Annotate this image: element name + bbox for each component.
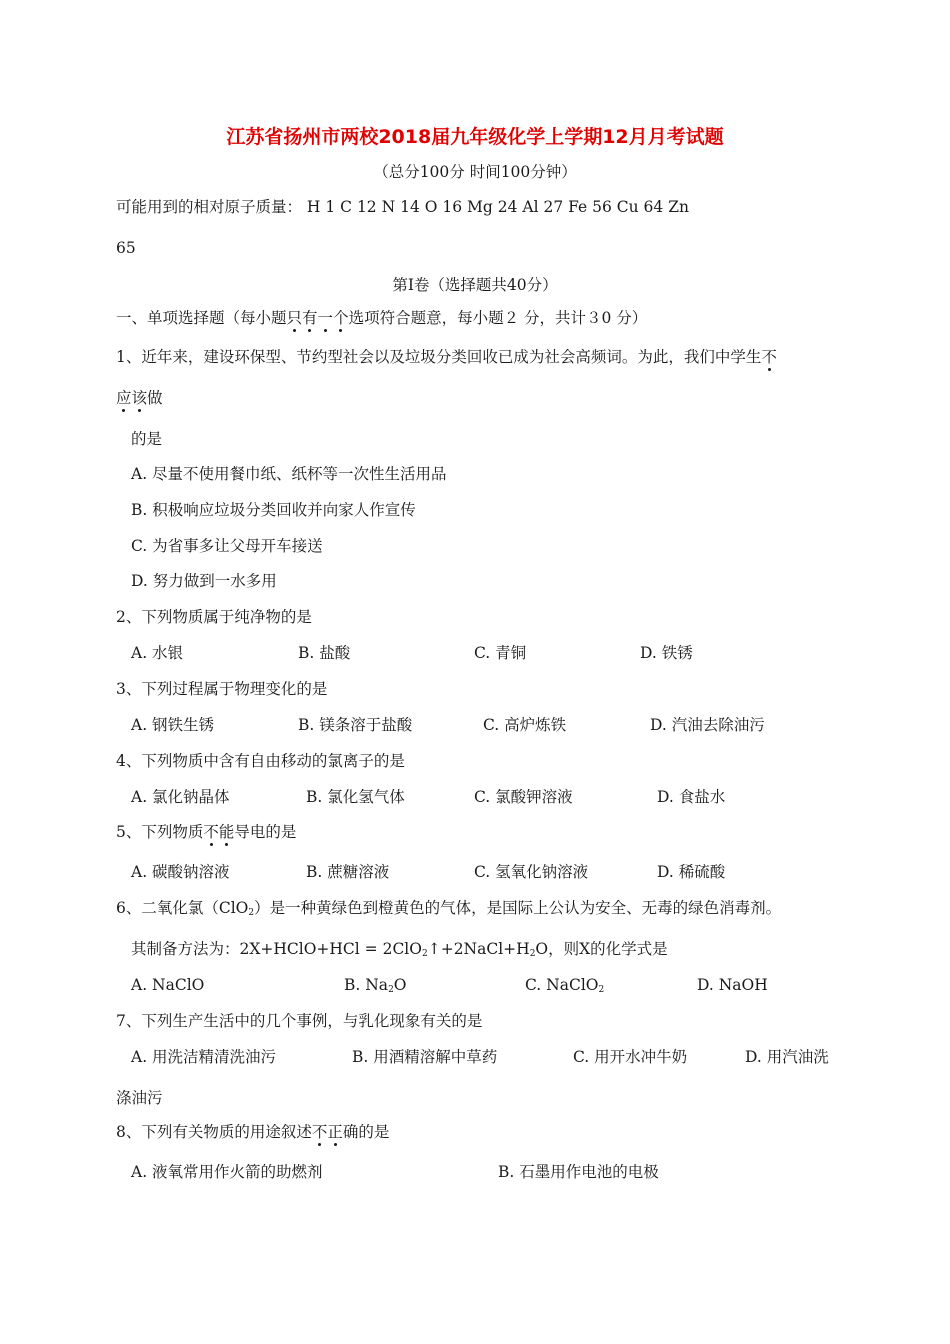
q6-text: 6、二氧化氯（ClO — [116, 899, 249, 917]
q3-options — [0, 714, 950, 736]
atomic-mass-line-2: 65 — [116, 239, 136, 257]
q6-stem-line-1 — [116, 897, 781, 919]
q7-option-d-continued: 涤油污 — [116, 1089, 163, 1107]
q5-stem-pre: 5、下列物质 — [116, 823, 204, 841]
subscript: 2 — [598, 985, 605, 995]
q3-option-b: B. 镁条溶于盐酸 — [298, 716, 413, 734]
q5-stem — [116, 821, 296, 843]
q6-stem-line-2 — [131, 938, 668, 960]
subscript: 2 — [421, 949, 428, 959]
q1-option-a: A. 尽量不使用餐巾纸、纸杯等一次性生活用品 — [131, 465, 447, 483]
q1-stem-line-1 — [116, 346, 777, 368]
part-one-instructions — [116, 307, 647, 329]
q3-option-d: D. 汽油去除油污 — [650, 716, 765, 734]
section-header: 第Ⅰ卷（选择题共40分） — [392, 276, 558, 294]
q6-option-a: A. NaClO — [131, 976, 205, 994]
subscript: 2 — [388, 985, 394, 995]
subscript: 2 — [529, 949, 536, 959]
q6-option-c — [525, 974, 604, 996]
part-one-post: 选项符合题意，每小题２ 分，共计３0 分） — [348, 309, 648, 327]
emphasis-char: 只 — [286, 309, 303, 327]
q1-stem-text: 做 — [147, 389, 163, 407]
q1-option-c: C. 为省事多让父母开车接送 — [131, 537, 323, 555]
q1-option-d: D. 努力做到一水多用 — [131, 572, 277, 590]
q6-option-b-text: B. Na — [344, 976, 389, 994]
q3-stem: 3、下列过程属于物理变化的是 — [116, 680, 328, 698]
q6-equation: ↑+2NaCl+H — [427, 940, 530, 958]
emphasis-char: 应 — [116, 389, 132, 407]
q5-option-a: A. 碳酸钠溶液 — [131, 863, 230, 881]
atomic-mass-line-1: 可能用到的相对原子质量： H 1 C 12 N 14 O 16 Mg 24 Al 27 Fe 56 Cu 64 Zn — [116, 198, 689, 216]
subscript: 2 — [248, 908, 255, 918]
q7-option-a: A. 用洗洁精清洗油污 — [131, 1048, 277, 1066]
q8-options — [0, 1161, 950, 1183]
q2-option-b: B. 盐酸 — [298, 644, 351, 662]
q8-stem-post: 确的是 — [342, 1123, 390, 1141]
q4-option-b: B. 氯化氢气体 — [306, 788, 405, 806]
q6-option-d: D. NaOH — [697, 976, 768, 994]
q2-option-a: A. 水银 — [131, 644, 184, 662]
exam-title: 江苏省扬州市两校2018届九年级化学上学期12月月考试题 — [226, 126, 724, 148]
q5-option-c: C. 氢氧化钠溶液 — [474, 863, 589, 881]
emphasis-char: 不 — [203, 823, 219, 841]
q1-stem-line-2 — [116, 387, 163, 409]
q6-options — [0, 974, 950, 996]
part-one-pre: 一、单项选择题（每小题 — [116, 309, 287, 327]
q5-stem-post: 导电的是 — [234, 823, 297, 841]
q2-option-d: D. 铁锈 — [640, 644, 693, 662]
q5-options — [0, 861, 950, 883]
q8-option-b: B. 石墨用作电池的电极 — [498, 1163, 659, 1181]
q8-stem — [116, 1121, 389, 1143]
q4-options — [0, 786, 950, 808]
emphasis-char: 正 — [327, 1123, 343, 1141]
q5-option-d: D. 稀硫酸 — [657, 863, 726, 881]
emphasis-char: 个 — [333, 309, 349, 327]
q2-options — [0, 642, 950, 664]
q7-option-b: B. 用酒精溶解中草药 — [352, 1048, 498, 1066]
exam-subtitle: （总分100分 时间100分钟） — [373, 163, 577, 181]
emphasis-char: 不 — [761, 348, 777, 366]
q6-option-b — [344, 974, 407, 996]
q6-option-b-text: O — [393, 976, 407, 994]
q8-option-a: A. 液氧常用作火箭的助燃剂 — [131, 1163, 323, 1181]
q7-options — [0, 1046, 950, 1068]
q1-option-b: B. 积极响应垃圾分类回收并向家人作宣传 — [131, 501, 416, 519]
q4-option-a: A. 氯化钠晶体 — [131, 788, 230, 806]
emphasis-char: 一 — [317, 309, 334, 327]
emphasis-char: 能 — [218, 823, 235, 841]
q7-stem: 7、下列生产生活中的几个事例，与乳化现象有关的是 — [116, 1012, 483, 1030]
q6-option-c-text: C. NaClO — [525, 976, 599, 994]
emphasis-char: 该 — [131, 389, 148, 407]
q1-stem-line-3: 的是 — [131, 430, 163, 448]
q4-stem: 4、下列物质中含有自由移动的氯离子的是 — [116, 752, 405, 770]
emphasis-char: 有 — [302, 309, 318, 327]
q3-option-c: C. 高炉炼铁 — [483, 716, 567, 734]
q6-equation: 其制备方法为：2X+HClO+HCl = 2ClO — [131, 940, 422, 958]
q5-option-b: B. 蔗糖溶液 — [306, 863, 390, 881]
q3-option-a: A. 钢铁生锈 — [131, 716, 215, 734]
q7-option-d: D. 用汽油洗 — [745, 1048, 829, 1066]
q4-option-d: D. 食盐水 — [657, 788, 726, 806]
q2-option-c: C. 青铜 — [474, 644, 527, 662]
q7-option-c: C. 用开水冲牛奶 — [573, 1048, 688, 1066]
q4-option-c: C. 氯酸钾溶液 — [474, 788, 573, 806]
emphasis-char: 不 — [311, 1123, 328, 1141]
q8-stem-pre: 8、下列有关物质的用途叙述 — [116, 1123, 312, 1141]
q6-text: ）是一种黄绿色到橙黄色的气体，是国际上公认为安全、无毒的绿色消毒剂。 — [254, 899, 782, 917]
q2-stem: 2、下列物质属于纯净物的是 — [116, 608, 312, 626]
q6-equation: O，则X的化学式是 — [535, 940, 668, 958]
q1-stem-text: 1、近年来，建设环保型、节约型社会以及垃圾分类回收已成为社会高频词。为此，我们中学生 — [116, 348, 762, 366]
